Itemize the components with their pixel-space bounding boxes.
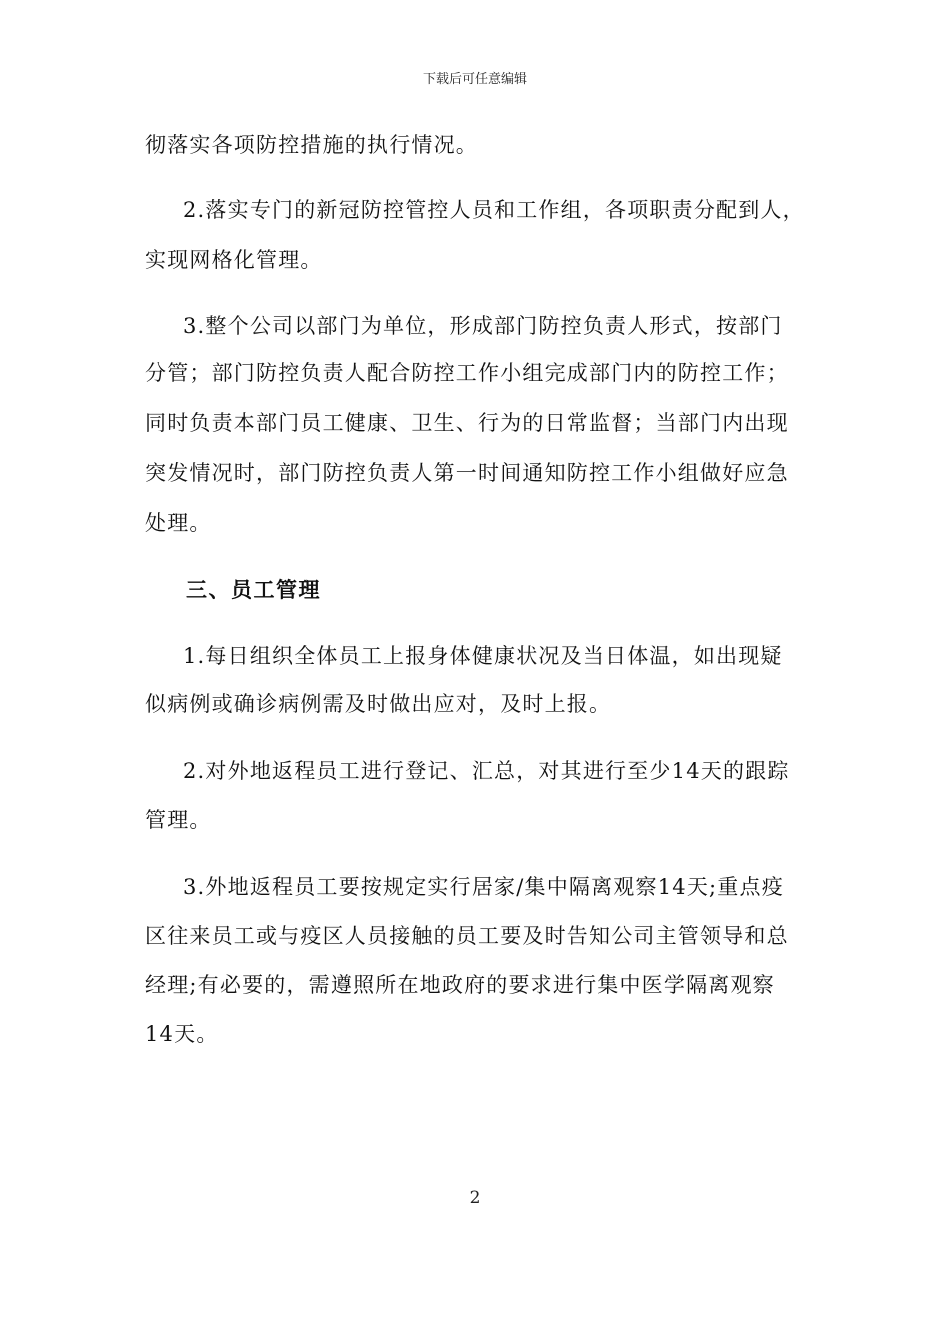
paragraph-line: 1.每日组织全体员工上报身体健康状况及当日体温，如出现疑: [183, 644, 783, 668]
paragraph-line: 2.对外地返程员工进行登记、汇总，对其进行至少14天的跟踪: [183, 759, 790, 783]
paragraph-line: 经理;有必要的，需遵照所在地政府的要求进行集中医学隔离观察: [145, 973, 775, 997]
paragraph-line: 管理。: [145, 808, 212, 832]
paragraph-line: 彻落实各项防控措施的执行情况。: [145, 133, 478, 157]
header-note: 下载后可任意编辑: [422, 72, 527, 87]
paragraph-line: 突发情况时，部门防控负责人第一时间通知防控工作小组做好应急: [145, 461, 789, 485]
paragraph-line: 3.整个公司以部门为单位，形成部门防控负责人形式，按部门: [183, 314, 783, 338]
paragraph-line: 3.外地返程员工要按规定实行居家/集中隔离观察14天;重点疫: [183, 875, 784, 899]
paragraph-line: 区往来员工或与疫区人员接触的员工要及时告知公司主管领导和总: [145, 924, 789, 948]
paragraph-line: 同时负责本部门员工健康、卫生、行为的日常监督；当部门内出现: [145, 411, 789, 435]
paragraph-line: 似病例或确诊病例需及时做出应对，及时上报。: [145, 692, 612, 716]
paragraph-line: 分管；部门防控负责人配合防控工作小组完成部门内的防控工作；: [145, 361, 789, 385]
paragraph-line: 处理。: [145, 511, 212, 535]
page-number: 2: [469, 1188, 481, 1208]
section-heading: 三、员工管理: [186, 578, 321, 602]
paragraph-line: 14天。: [145, 1022, 219, 1046]
paragraph-line: 2.落实专门的新冠防控管控人员和工作组，各项职责分配到人，: [183, 198, 805, 222]
paragraph-line: 实现网格化管理。: [145, 248, 323, 272]
